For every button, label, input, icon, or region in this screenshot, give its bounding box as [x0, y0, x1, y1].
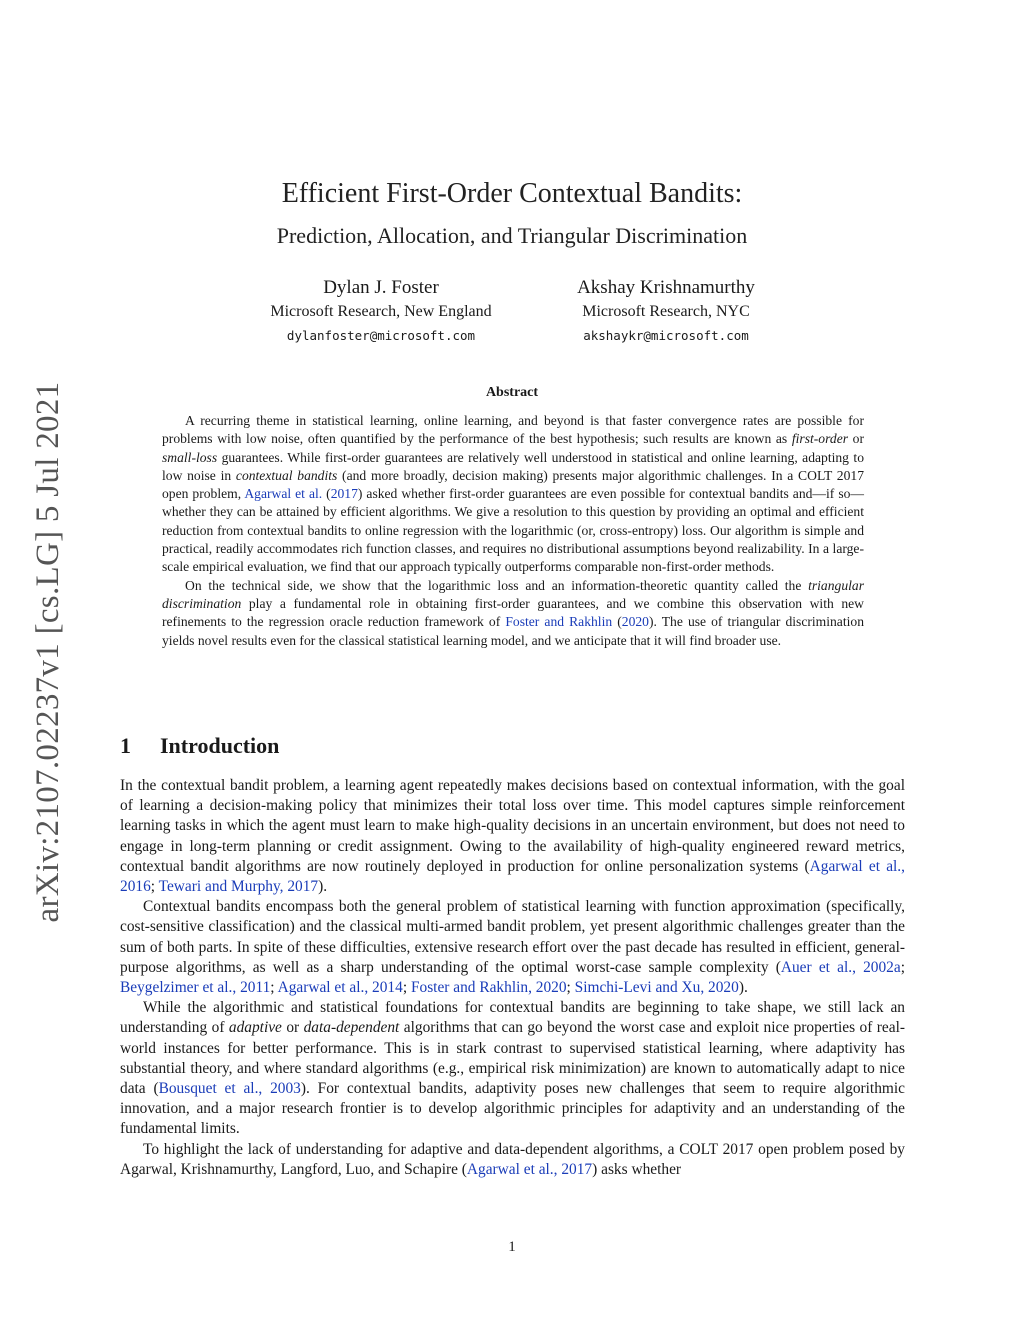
section-title: Introduction — [160, 733, 280, 758]
section-heading — [120, 733, 279, 759]
paper-title: Efficient First-Order Contextual Bandits: — [281, 178, 743, 209]
abstract-body — [162, 412, 864, 650]
citation-link[interactable]: Foster and Rakhlin, 2020 — [410, 979, 567, 997]
body-paragraph: In the contextual bandit problem, a learning agent repeatedly makes decisions based on contextual information, with the goal of learning a decision-making policy that minimizes their total loss over time. This model captures simple reinforcement learning tasks in which the agent must learn to make high-quality decisions in an uncertain environment, but does not need to engage in long-term planning or credit assignment. Owing to the availability of high-quality engineered reward metrics, contextual bandit algorithms are now routinely deployed in production for online personalization systems (Agarwal et al., 2016; Tewari and Murphy, 2017). — [120, 777, 906, 896]
author-affiliation: Microsoft Research, NYC — [582, 303, 750, 320]
abstract-paragraph: A recurring theme in statistical learning, online learning, and beyond is that faster convergence rates are possible for problems with low noise, often quantified by the performance of the best hypothesis; such results are known as first-order or small-loss guarantees. While first-order guarantees are relatively well understood in statistical and online learning, adapting to low noise in contextual bandits (and more broadly, decision making) presents major algorithmic challenges. In a COLT 2017 open problem, Agarwal et al. (2017) asked whether first-order guarantees are even possible for contextual bandits and—if so—whether they can be attained by efficient algorithms. We give a resolution to this question by providing an optimal and efficient reduction from contextual bandits to online regression with the logarithmic (or, cross-entropy) loss. Our algorithm is simple and practical, readily accommodates rich function classes, and requires no distributional assumptions beyond realizability. In a large-scale empirical evaluation, we find that our approach typically outperforms comparable non-first-order methods. — [162, 413, 865, 575]
citation-link[interactable]: Simchi-Levi and Xu, 2020 — [574, 979, 739, 997]
citation-link[interactable]: Bousquet et al., 2003 — [158, 1080, 301, 1098]
body-paragraph: To highlight the lack of understanding for adaptive and data-dependent algorithms, a COLT 2017 open problem posed by Agarwal, Krishnamurthy, Langford, Luo, and Schapire (Agarwal et al., 2017) asks whether — [120, 1140, 905, 1178]
author-name: Dylan J. Foster — [323, 277, 439, 298]
author-affiliation: Microsoft Research, New England — [270, 303, 492, 320]
citation-link[interactable]: 2020 — [621, 614, 649, 630]
citation-link[interactable]: Agarwal et al., 2017 — [466, 1160, 593, 1178]
abstract-heading: Abstract — [485, 385, 539, 400]
page-number: 1 — [508, 1239, 516, 1255]
author-block-2 — [506, 276, 826, 348]
citation-link[interactable]: Tewari and Murphy, 2017 — [158, 878, 319, 896]
section-number: 1 — [120, 733, 131, 758]
author-name: Akshay Krishnamurthy — [577, 277, 755, 298]
citation-link[interactable]: 2017 — [330, 486, 358, 502]
citation-link[interactable]: Agarwal et al., 2016 — [120, 857, 906, 896]
citation-link[interactable]: Agarwal et al. — [244, 486, 323, 502]
citation-link[interactable]: Auer et al., 2002a — [780, 958, 901, 976]
author-email[interactable]: dylanfoster@microsoft.com — [286, 328, 476, 343]
body-paragraph: Contextual bandits encompass both the general problem of statistical learning with function approximation (specifically, cost-sensitive classification) and the classical multi-armed bandit problem, yet present algorithmic challenges greater than the sum of both parts. In spite of these difficulties, extensive research effort over the past decade has resulted in efficient, general-purpose algorithms, as well as a sharp understanding of the optimal worst-case sample complexity (Auer et al., 2002a; Beygelzimer et al., 2011; Agarwal et al., 2014; Foster and Rakhlin, 2020; Simchi-Levi and Xu, 2020). — [120, 898, 905, 997]
abstract-paragraph: On the technical side, we show that the logarithmic loss and an information-theoretic quantity called the triangular discrimination play a fundamental role in obtaining first-order guarantees, and we combine this observation with new refinements to the regression oracle reduction framework of Foster and Rakhlin (2020). The use of triangular discrimination yields novel results even for the classical statistical learning model, and we anticipate that it will find broader use. — [162, 577, 864, 648]
author-email[interactable]: akshaykr@microsoft.com — [583, 328, 749, 343]
body-paragraph: While the algorithmic and statistical foundations for contextual bandits are beginning to take shape, we still lack an understanding of adaptive or data-dependent algorithms that can go beyond the worst case and exploit nice properties of real-world instances for better performance. This is in stark contrast to supervised statistical learning, where adaptivity has substantial theory, and where standard algorithms (e.g., empirical risk minimization) are known to automatically adapt to nice data (Bousquet et al., 2003). For contextual bandits, adaptivity poses new challenges that seem to require algorithmic innovation, and a major research frontier is to develop algorithmic principles for adaptivity and an understanding of the fundamental limits. — [120, 999, 905, 1138]
citation-link[interactable]: Agarwal et al., 2014 — [277, 979, 403, 997]
paper-subtitle: Prediction, Allocation, and Triangular Discrimination — [276, 223, 748, 248]
introduction-body — [120, 776, 905, 1180]
citation-link[interactable]: Foster and Rakhlin — [505, 614, 613, 630]
author-block-1 — [221, 276, 541, 348]
citation-link[interactable]: Beygelzimer et al., 2011 — [120, 979, 271, 997]
arxiv-identifier-stamp: arXiv:2107.02237v1 [cs.LG] 5 Jul 2021 — [30, 381, 66, 923]
